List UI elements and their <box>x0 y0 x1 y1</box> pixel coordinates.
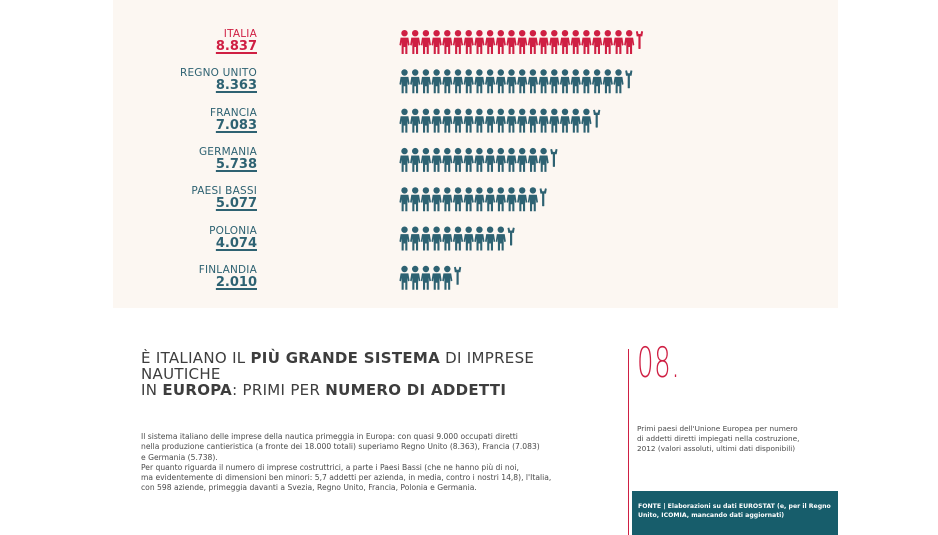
worker-icon <box>442 148 452 172</box>
worker-icon <box>581 30 591 54</box>
worker-icon <box>432 227 442 251</box>
worker-icon <box>496 30 506 54</box>
wrench-icon <box>636 31 643 49</box>
headline-emphasis: PIÙ GRANDE SISTEMA <box>250 349 441 367</box>
worker-icon <box>442 30 452 54</box>
worker-icon <box>571 109 581 133</box>
worker-icon <box>496 69 506 93</box>
worker-icon <box>571 30 581 54</box>
worker-icon <box>506 187 516 211</box>
country-value: 4.074 <box>215 235 257 251</box>
worker-icon <box>539 30 549 54</box>
worker-icon <box>592 69 602 93</box>
worker-icon <box>464 109 474 133</box>
body-line: Il sistema italiano delle imprese della nautica primeggia in Europa: con quasi 9.000 occupati diretti <box>141 432 518 441</box>
country-name: ITALIA <box>223 28 257 40</box>
worker-icon <box>442 109 452 133</box>
worker-icon <box>603 69 613 93</box>
worker-icon <box>453 109 463 133</box>
description-line: Primi paesi dell'Unione Europea per numero <box>637 424 798 433</box>
worker-icon <box>442 187 452 211</box>
worker-icon <box>506 109 516 133</box>
worker-icon <box>453 187 463 211</box>
worker-icon <box>410 187 420 211</box>
body-line: nella produzione cantieristica (a fronte dei 18.000 totali) superiamo Regno Unito (8.363), Francia (7.083) <box>141 442 540 452</box>
worker-icon <box>485 109 495 133</box>
worker-icon <box>410 69 420 93</box>
pictogram-row <box>399 187 546 211</box>
worker-icon <box>539 148 549 172</box>
worker-icon <box>399 266 409 290</box>
wrench-icon <box>508 228 515 246</box>
worker-icon <box>485 187 495 211</box>
worker-icon <box>432 148 442 172</box>
worker-icon <box>539 69 549 93</box>
worker-icon <box>592 30 602 54</box>
worker-icon <box>464 30 474 54</box>
headline <box>141 350 581 398</box>
wrench-icon <box>593 110 600 128</box>
pictogram-row <box>399 69 632 93</box>
worker-icon <box>464 148 474 172</box>
headline-emphasis: NUMERO DI ADDETTI <box>325 381 507 399</box>
worker-icon <box>517 30 527 54</box>
worker-icon <box>560 69 570 93</box>
worker-icon <box>581 69 591 93</box>
worker-icon <box>421 187 431 211</box>
divider-line <box>628 349 629 535</box>
source-line: Unito, ICOMIA, mancando dati aggiornati) <box>638 512 785 519</box>
worker-icon <box>549 109 559 133</box>
worker-icon <box>485 148 495 172</box>
worker-icon <box>624 30 634 54</box>
worker-icon <box>453 69 463 93</box>
worker-icon <box>399 69 409 93</box>
worker-icon <box>549 69 559 93</box>
worker-icon <box>464 187 474 211</box>
worker-icon <box>517 148 527 172</box>
headline-emphasis: EUROPA <box>162 381 233 399</box>
worker-icon <box>421 69 431 93</box>
country-name: GERMANIA <box>198 145 257 158</box>
worker-icon <box>506 69 516 93</box>
headline-text: IN <box>141 381 163 399</box>
wrench-icon <box>454 267 461 285</box>
country-value: 5.077 <box>215 196 257 212</box>
worker-icon <box>410 109 420 133</box>
worker-icon <box>410 30 420 54</box>
worker-icon <box>464 69 474 93</box>
country-name: PAESI BASSI <box>191 185 257 198</box>
body-line: ma evidentemente di dimensioni ben minori: 5,7 addetti per azienda, in media, contro i nostri 14,8), l'Italia, <box>141 473 552 483</box>
worker-icon <box>485 30 495 54</box>
worker-icon <box>442 227 452 251</box>
worker-icon <box>528 109 538 133</box>
worker-icon <box>442 69 452 93</box>
worker-icon <box>399 187 409 211</box>
worker-icon <box>485 69 495 93</box>
worker-icon <box>432 109 442 133</box>
country-value: 2.010 <box>215 274 257 290</box>
country-value: 8.837 <box>215 39 257 54</box>
body-line: e Germania (5.738). <box>141 452 218 462</box>
worker-icon <box>432 266 442 290</box>
worker-icon <box>528 69 538 93</box>
body-line: con 598 aziende, primeggia davanti a Svezia, Regno Unito, Francia, Polonia e Germania. <box>141 483 477 493</box>
worker-icon <box>517 109 527 133</box>
source-line: FONTE | Elaborazioni su dati EUROSTAT (e, per il Regno <box>638 503 831 510</box>
description-line: 2012 (valori assoluti, ultimi dati disponibili) <box>637 444 796 453</box>
worker-icon <box>539 109 549 133</box>
worker-icon <box>399 227 409 251</box>
worker-icon <box>432 187 442 211</box>
worker-icon <box>560 109 570 133</box>
pictogram-row <box>399 30 643 54</box>
worker-icon <box>517 187 527 211</box>
worker-icon <box>474 109 484 133</box>
worker-icon <box>453 30 463 54</box>
worker-icon <box>442 266 452 290</box>
worker-icon <box>613 69 623 93</box>
worker-icon <box>496 109 506 133</box>
worker-icon <box>432 69 442 93</box>
worker-icon <box>517 69 527 93</box>
pictogram-row <box>399 148 557 172</box>
worker-icon <box>421 109 431 133</box>
worker-icon <box>528 148 538 172</box>
wrench-icon <box>550 149 557 167</box>
worker-icon <box>474 69 484 93</box>
worker-icon <box>613 30 623 54</box>
figure-number: 08. <box>637 338 681 387</box>
worker-icon <box>421 266 431 290</box>
wrench-icon <box>625 70 632 88</box>
worker-icon <box>496 148 506 172</box>
worker-icon <box>506 148 516 172</box>
country-name: POLONIA <box>209 224 257 237</box>
worker-icon <box>474 227 484 251</box>
pictogram-row <box>399 227 514 251</box>
source-box <box>632 491 838 535</box>
country-name: FRANCIA <box>210 106 257 119</box>
worker-icon <box>506 30 516 54</box>
worker-icon <box>474 187 484 211</box>
worker-icon <box>560 30 570 54</box>
wrench-icon <box>540 188 547 206</box>
figure-description <box>637 424 833 454</box>
chart-panel <box>113 0 838 308</box>
pictogram-row <box>399 109 600 133</box>
worker-icon <box>399 148 409 172</box>
country-value: 7.083 <box>215 117 257 133</box>
worker-icon <box>485 227 495 251</box>
worker-icon <box>528 30 538 54</box>
worker-icon <box>549 30 559 54</box>
headline-text: È ITALIANO IL <box>141 349 251 367</box>
country-name: FINLANDIA <box>198 263 257 276</box>
worker-icon <box>603 30 613 54</box>
country-name: REGNO UNITO <box>179 67 257 80</box>
worker-icon <box>496 227 506 251</box>
worker-icon <box>410 227 420 251</box>
pictogram-row <box>399 266 461 290</box>
headline-text: DI IMPRESE NAUTICHE <box>141 349 535 383</box>
worker-icon <box>453 227 463 251</box>
worker-icon <box>453 148 463 172</box>
country-value: 5.738 <box>215 156 257 172</box>
worker-icon <box>432 30 442 54</box>
worker-icon <box>581 109 591 133</box>
worker-icon <box>399 30 409 54</box>
worker-icon <box>421 30 431 54</box>
country-value: 8.363 <box>215 78 257 94</box>
worker-icon <box>421 227 431 251</box>
headline-text: : PRIMI PER <box>232 381 326 399</box>
worker-icon <box>474 30 484 54</box>
worker-icon <box>410 148 420 172</box>
worker-icon <box>464 227 474 251</box>
worker-icon <box>410 266 420 290</box>
worker-icon <box>474 148 484 172</box>
worker-icon <box>421 148 431 172</box>
worker-icon <box>571 69 581 93</box>
description-line: di addetti diretti impiegati nella costruzione, <box>637 434 800 443</box>
worker-icon <box>496 187 506 211</box>
body-line: Per quanto riguarda il numero di imprese costruttrici, a parte i Paesi Bassi (che ne hanno più di noi, <box>141 462 519 472</box>
worker-icon <box>528 187 538 211</box>
body-text <box>141 432 581 494</box>
pictogram-rows <box>113 0 838 308</box>
worker-icon <box>399 109 409 133</box>
